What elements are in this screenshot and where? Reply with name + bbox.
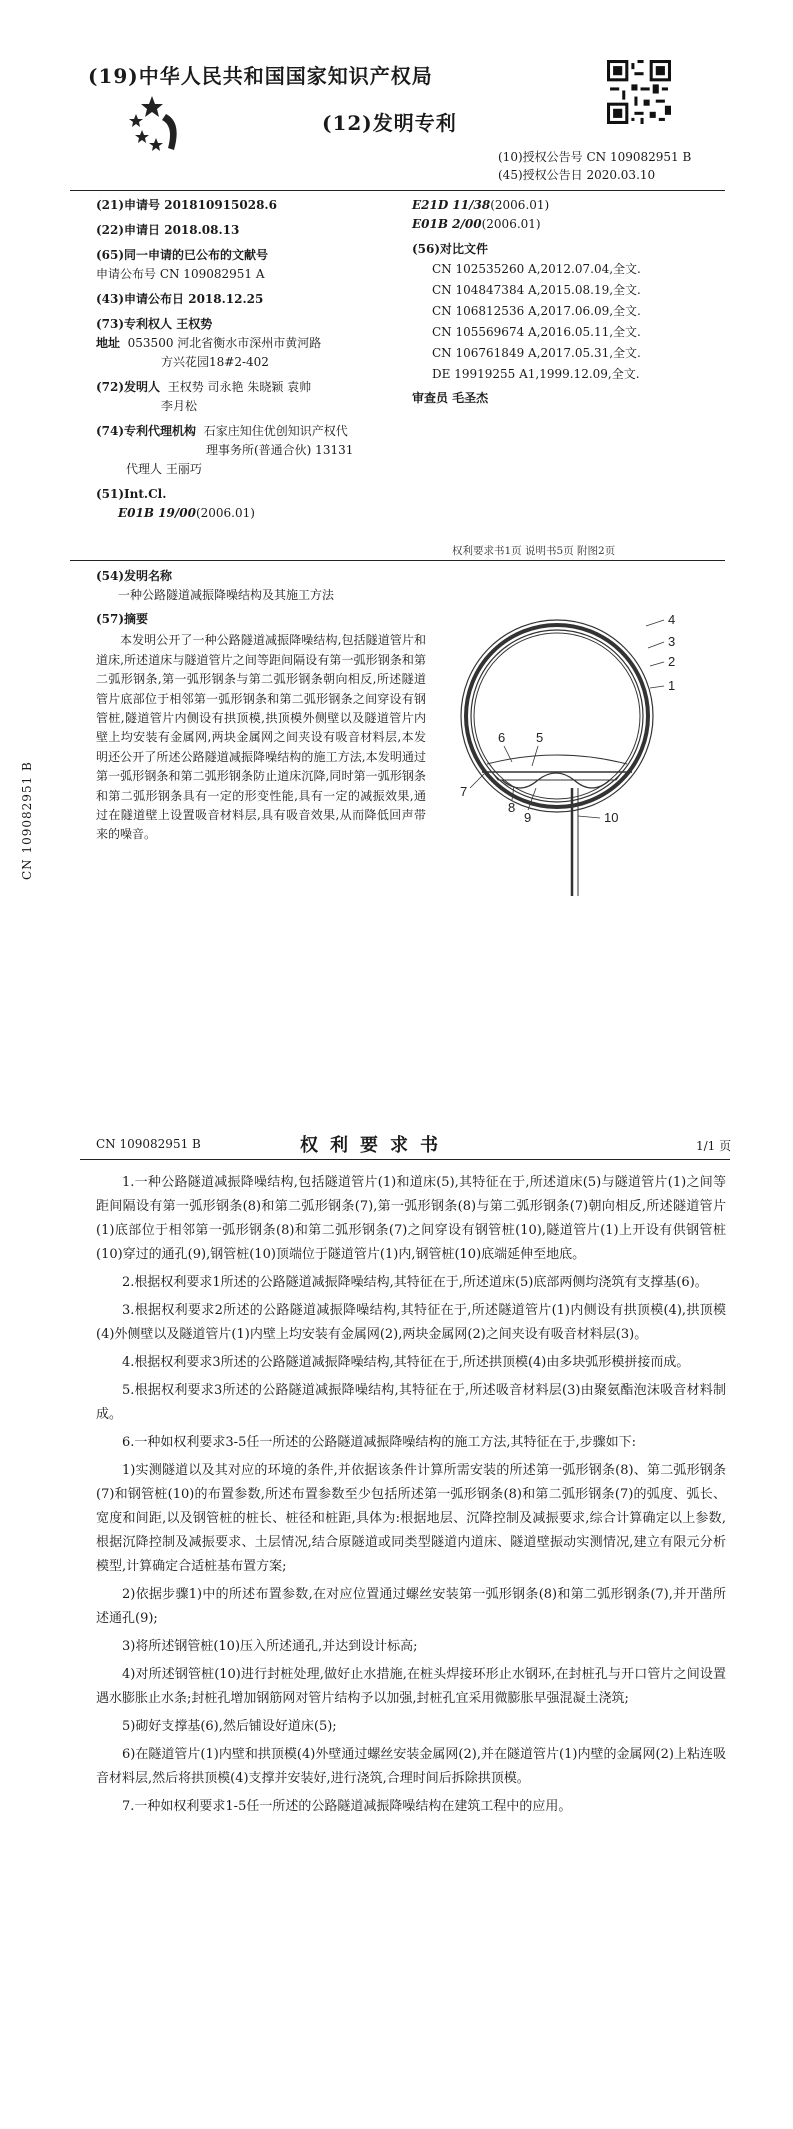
inventors-block xyxy=(96,378,416,416)
int-cl-block xyxy=(96,485,416,523)
claims-page xyxy=(0,1125,793,2129)
reference-item: DE 19919255 A1,1999.12.09,全文. xyxy=(432,367,640,381)
office-emblem-icon xyxy=(122,92,194,156)
application-publication-date: (43)申请公布日 2018.12.25 xyxy=(96,292,264,306)
figure-label: 4 xyxy=(668,612,676,627)
cpc-2-value: E01B 2/00 xyxy=(412,217,482,231)
side-document-number: CN 109082951 B xyxy=(20,761,34,880)
reference-item: CN 106761849 A,2017.05.31,全文. xyxy=(432,346,641,360)
claim-step: 3)将所述钢管桩(10)压入所述通孔,并达到设计标高; xyxy=(122,1639,418,1654)
claims-doc-number: CN 109082951 B xyxy=(96,1137,201,1151)
address-value-2: 方兴花园18#2-402 xyxy=(161,355,269,369)
figure-label: 2 xyxy=(668,654,676,669)
figure-label: 9 xyxy=(524,810,532,825)
application-date: (22)申请日 2018.08.13 xyxy=(96,223,240,237)
bibliographic-right xyxy=(412,196,732,408)
document-type: (12)发明专利 xyxy=(322,111,457,135)
figure-label: 5 xyxy=(536,730,544,745)
office-name: (19)中华人民共和国国家知识产权局 xyxy=(88,64,433,88)
abstract-block xyxy=(96,610,426,845)
claim-step: 5)砌好支撑基(6),然后铺设好道床(5); xyxy=(122,1719,337,1734)
address-value: 053500 河北省衡水市深州市黄河路 xyxy=(127,336,322,350)
int-cl-year: (2006.01) xyxy=(195,506,255,520)
figure-label: 3 xyxy=(668,634,676,649)
reference-item: CN 104847384 A,2015.08.19,全文. xyxy=(432,283,641,297)
reference-item: CN 106812536 A,2017.06.09,全文. xyxy=(432,304,641,318)
grant-publication-number: (10)授权公告号 CN 109082951 B xyxy=(498,150,692,164)
abstract-label: (57)摘要 xyxy=(96,612,149,626)
invention-name-label: (54)发明名称 xyxy=(96,569,173,583)
same-application-block xyxy=(96,246,416,284)
claims-list xyxy=(96,1171,726,1823)
agency-block xyxy=(96,422,416,479)
claim-step: 1)实测隧道以及其对应的环境的条件,并依据该条件计算所需安装的所述第一弧形钢条(8)、第二弧形钢条(7)和钢管桩(10)的布置参数,所述布置参数至少包括所述第一弧形钢条(8)和第二弧形钢条(7)的弧度、弧长、宽度和间距,以及钢管桩的桩长、桩径和桩距,具体为:根据地层、沉降控制及减振要求,综合计算确定以上参数,根据沉降控制及减振要求、土层情况,结合原隧道或同类型隧道内道床、隧道壁振动实测情况,建立有限元分析模型,计算确定合适桩基布置方案; xyxy=(96,1463,726,1574)
figure-label: 7 xyxy=(460,784,468,799)
figure-label: 1 xyxy=(668,678,676,693)
page-count: 权利要求书1页 说明书5页 附图2页 xyxy=(452,545,616,557)
patentee-block xyxy=(96,315,416,372)
reference-item: CN 102535260 A,2012.07.04,全文. xyxy=(432,262,641,276)
same-application-value: 申请公布号 CN 109082951 A xyxy=(96,267,265,281)
inventors-value-2: 李月松 xyxy=(161,399,198,413)
references-label: (56)对比文件 xyxy=(412,242,489,256)
claim-item: 5.根据权利要求3所述的公路隧道减振降噪结构,其特征在于,所述吸音材料层(3)由聚氨酯泡沫吸音材料制成。 xyxy=(96,1383,726,1422)
claims-page-number: 1/1 页 xyxy=(696,1139,732,1153)
figure-label: 6 xyxy=(498,730,506,745)
cpc-1-value: E21D 11/38 xyxy=(412,198,491,212)
cpc-line-2 xyxy=(412,215,732,234)
section-divider xyxy=(70,560,725,561)
reference-item: CN 105569674 A,2016.05.11,全文. xyxy=(432,325,641,339)
application-number: (21)申请号 201810915028.6 xyxy=(96,198,277,212)
claim-item: 3.根据权利要求2所述的公路隧道减振降噪结构,其特征在于,所述隧道管片(1)内侧设有拱顶模(4),拱顶模(4)外侧壁以及隧道管片(1)内壁上均安装有金属网(2),两块金属网(2)之间夹设有吸音材料层(3)。 xyxy=(96,1303,726,1342)
claim-item: 2.根据权利要求1所述的公路隧道减振降噪结构,其特征在于,所述道床(5)底部两侧均浇筑有支撑基(6)。 xyxy=(122,1275,708,1290)
cpc-2-year: (2006.01) xyxy=(481,217,541,231)
claims-title: 权利要求书 xyxy=(300,1135,450,1156)
patentee: (73)专利权人 王权势 xyxy=(96,317,213,331)
figure-label: 10 xyxy=(604,810,619,825)
invention-title: 一种公路隧道减振降噪结构及其施工方法 xyxy=(118,588,335,602)
figure-label: 8 xyxy=(508,800,516,815)
header-divider xyxy=(70,190,725,191)
qr-code-icon xyxy=(607,60,671,124)
bibliographic-left xyxy=(96,196,416,529)
claim-step: 4)对所述钢管桩(10)进行封桩处理,做好止水措施,在桩头焊接环形止水钢环,在封桩孔与开口管片之间设置遇水膨胀止水条;封桩孔增加钢筋网对管片结构予以加强,封桩孔宜采用微膨胀早强混凝土浇筑; xyxy=(96,1667,726,1706)
int-cl-value: E01B 19/00 xyxy=(118,506,196,520)
claim-item: 7.一种如权利要求1-5任一所述的公路隧道减振降噪结构在建筑工程中的应用。 xyxy=(122,1799,572,1814)
claim-item: 1.一种公路隧道减振降噪结构,包括隧道管片(1)和道床(5),其特征在于,所述道床(5)与隧道管片(1)之间等距间隔设有第一弧形钢条(8)和第二弧形钢条(7),第一弧形钢条(8)与第二弧形钢条(7)朝向相反,所述隧道管片(1)底部位于相邻第一弧形钢条(8)和第二弧形钢条(7)之间穿设有钢管桩(10),隧道管片(1)上开设有供钢管桩(10)穿过的通孔(9),钢管桩(10)顶端位于隧道管片(1)内,钢管桩(10)底端延伸至地底。 xyxy=(96,1175,726,1262)
claims-divider xyxy=(80,1159,730,1160)
agency-label: (74)专利代理机构 xyxy=(96,424,197,438)
address-line xyxy=(96,334,416,353)
claim-item: 4.根据权利要求3所述的公路隧道减振降噪结构,其特征在于,所述拱顶模(4)由多块弧形模拼接而成。 xyxy=(122,1355,690,1370)
references-list xyxy=(412,259,732,385)
inventors-value: 王权势 司永艳 朱晓颖 袁帅 xyxy=(167,380,312,394)
claim-item: 6.一种如权利要求3-5任一所述的公路隧道减振降噪结构的施工方法,其特征在于,步骤如下: xyxy=(122,1435,636,1450)
int-cl-label: (51)Int.Cl. xyxy=(96,487,167,501)
tunnel-cross-section-figure xyxy=(432,596,712,906)
address-label: 地址 xyxy=(96,336,121,350)
cpc-1-year: (2006.01) xyxy=(490,198,550,212)
grant-publication-date: (45)授权公告日 2020.03.10 xyxy=(498,168,656,182)
same-application-label: (65)同一申请的已公布的文献号 xyxy=(96,248,269,262)
claim-step: 2)依据步骤1)中的所述布置参数,在对应位置通过螺丝安装第一弧形钢条(8)和第二弧形钢条(7),并开凿所述通孔(9); xyxy=(96,1587,726,1626)
claim-step: 6)在隧道管片(1)内壁和拱顶模(4)外壁通过螺丝安装金属网(2),并在隧道管片(1)内壁的金属网(2)上粘连吸音材料层,然后将拱顶模(4)支撑并安装好,进行浇筑,合理时间后拆除拱顶模。 xyxy=(96,1747,726,1786)
examiner: 审查员 毛圣杰 xyxy=(412,391,489,405)
grant-info xyxy=(498,148,691,184)
agency-value: 石家庄知住优创知识产权代 xyxy=(203,424,348,438)
int-cl-line xyxy=(96,504,416,523)
agent: 代理人 王丽巧 xyxy=(126,462,202,476)
cpc-line-1 xyxy=(412,196,732,215)
abstract-text: 本发明公开了一种公路隧道减振降噪结构,包括隧道管片和道床,所述道床与隧道管片之间等距间隔设有第一弧形钢条和第二弧形钢条,第一弧形钢条与第二弧形钢条朝向相反,所述隧道管片底部位于相邻第一弧形钢条和第二弧形钢条之间穿设有钢管桩,隧道管片内侧设有拱顶模,拱顶模外侧壁以及隧道管片内壁上均安装有金属网,两块金属网之间夹设有吸音材料层,本发明还公开了所述公路隧道减振降噪结构的施工方法,本发明通过第一弧形钢条和第二弧形钢条防止道床沉降,同时第一弧形钢条和第二弧形钢条具有一定的形变性能,具有一定的减振效果,通过在隧道壁上设置吸音材料层,具有吸音效果,从而降低回声带来的噪音。 xyxy=(96,633,426,842)
inventors-label: (72)发明人 xyxy=(96,380,161,394)
agency-value-2: 理事务所(普通合伙) 13131 xyxy=(206,443,354,457)
